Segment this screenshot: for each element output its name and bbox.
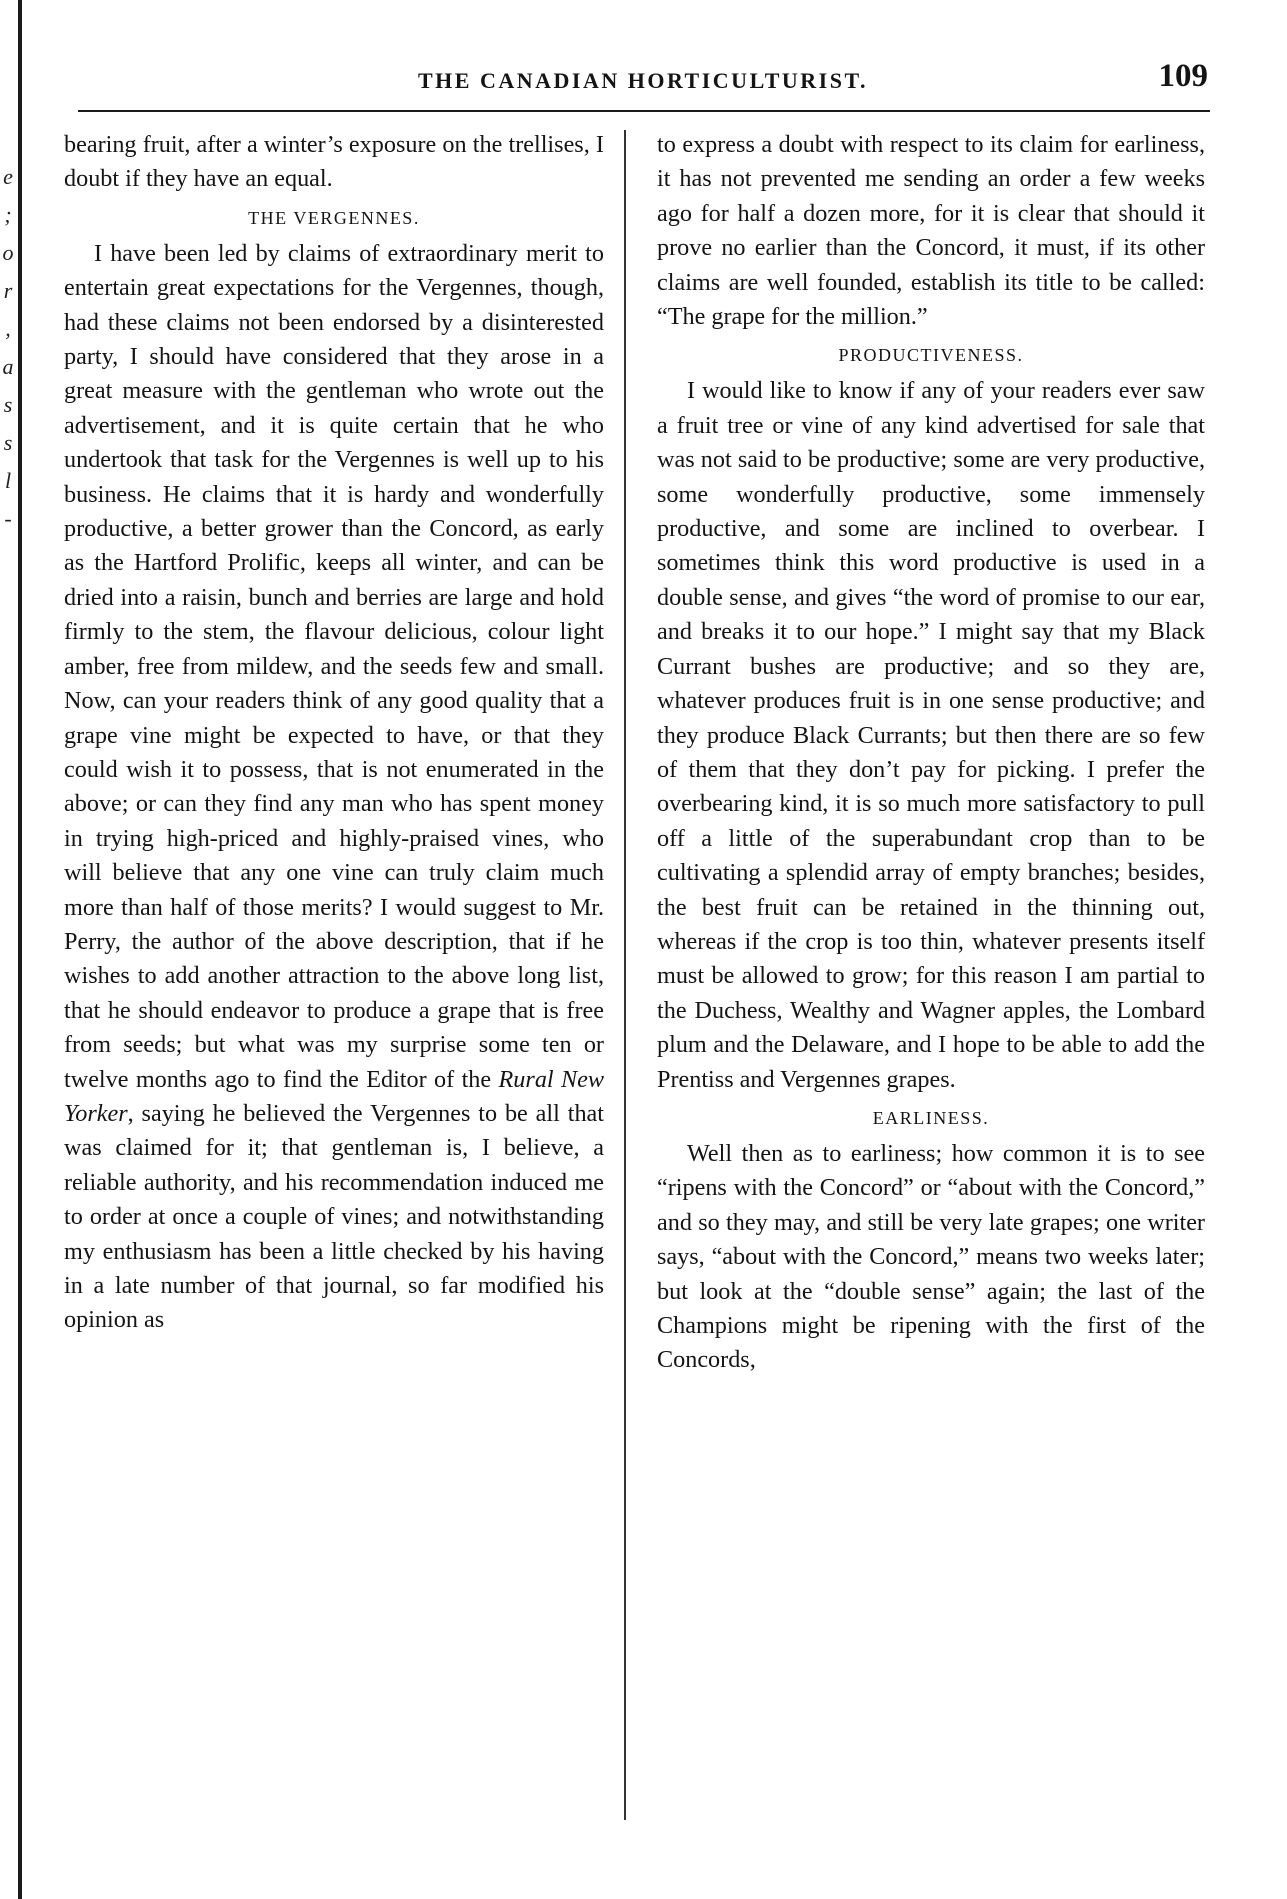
left-column [64, 128, 604, 1338]
gutter-mark: r [3, 278, 13, 303]
heading-productiveness: PRODUCTIVENESS. [838, 345, 1024, 366]
paragraph-text: , saying he believed the Vergennes to be all that was claimed for it; that gentleman is, I believe, a reliable authority, and his recommendation induced me to order at once a couple of vines; and notwithstanding my enthusiasm has been a little checked by his having in a late number of that journal, so far modified his opinion as [64, 1099, 604, 1334]
paragraph-continued: to express a doubt with respect to its claim for earliness, it has not prevented me sending an order a few weeks ago for half a dozen more, for it is clear that should it prove no earlier than the Concord, it must, if its other claims are well founded, establish its title to be called: “The grape for the million.” [657, 131, 1205, 331]
running-header [78, 56, 1208, 106]
header-rule [78, 110, 1210, 112]
gutter-bleedthrough-marks [0, 158, 16, 538]
right-column [657, 128, 1205, 1378]
gutter-mark: s [3, 392, 13, 417]
gutter-mark: ; [4, 202, 12, 227]
paragraph-continued: bearing fruit, after a winter’s exposure on the trellises, I doubt if they have an equal. [64, 131, 604, 193]
journal-name-italic: Rural New Yorker [64, 1065, 605, 1127]
gutter-mark: l [4, 468, 12, 493]
column-divider [624, 130, 626, 1820]
paragraph-earliness: Well then as to earliness; how common it is to see “ripens with the Concord” or “about with the Concord,” and so they may, and still be very late grapes; one writer says, “about with the Concord,” means two weeks later; but look at the “double sense” again; the last of the Champions might be ripening with the first of the Concords, [657, 1139, 1205, 1374]
paragraph-text: I have been led by claims of extraordinary merit to entertain great expectations for the Vergennes, though, had these claims not been endorsed by a disinterested party, I should have considered that they arose in a great measure with the gentleman who wrote out the advertisement, and it is quite certain that he who undertook that task for the Vergennes is well up to his business. He claims that it is hardy and wonderfully productive, a better grower than the Concord, as early as the Hartford Prolific, keeps all winter, and can be dried into a raisin, bunch and berries are large and hold firmly to the stem, the flavour delicious, colour light amber, free from mildew, and the seeds few and small. Now, can your readers think of any good quality that a grape vine might be expected to have, or that they could wish it to possess, that is not enumerated in the above; or can they find any man who has spent money in trying high-priced and highly-praised vines, who will believe that any one vine can truly claim much more than half of those merits? I would suggest to Mr. Perry, the author of the above description, that if he wishes to add another attraction to the above long list, that he should endeavor to produce a grape that is free from seeds; but what was my surprise some ten or twelve months ago to find the Editor of the [64, 239, 604, 1093]
gutter-mark: o [2, 240, 14, 265]
gutter-mark: - [4, 506, 12, 531]
gutter-mark: e [3, 164, 13, 189]
gutter-mark: , [5, 316, 11, 341]
paragraph-vergennes [64, 237, 604, 1338]
gutter-mark: s [3, 430, 13, 455]
heading-vergennes: THE VERGENNES. [248, 207, 420, 228]
binding-edge-rule [18, 0, 22, 1899]
journal-title: THE CANADIAN HORTICULTURIST. [417, 68, 869, 93]
heading-earliness: EARLINESS. [872, 1107, 990, 1128]
page-number: 109 [1158, 58, 1208, 94]
gutter-mark: a [2, 354, 14, 379]
paragraph-productiveness: I would like to know if any of your readers ever saw a fruit tree or vine of any kind advertised for sale that was not said to be productive; some are very productive, some wonderfully productive, some immensely productive, and some are inclined to overbear. I sometimes think this word productive is used in a double sense, and gives “the word of promise to our ear, and breaks it to our hope.” I might say that my Black Currant bushes are productive; and so they are, whatever produces fruit is in one sense productive; and they produce Black Currants; but then there are so few of them that they don’t pay for picking. I prefer the overbearing kind, it is so much more satisfactory to pull off a little of the superabundant crop than to be cultivating a splendid array of empty branches; besides, the best fruit can be retained in the thinning out, whereas if the crop is too thin, whatever presents itself must be allowed to grow; for this reason I am partial to the Duchess, Wealthy and Wagner apples, the Lombard plum and the Delaware, and I hope to be able to add the Prentiss and Vergennes grapes. [657, 377, 1205, 1093]
